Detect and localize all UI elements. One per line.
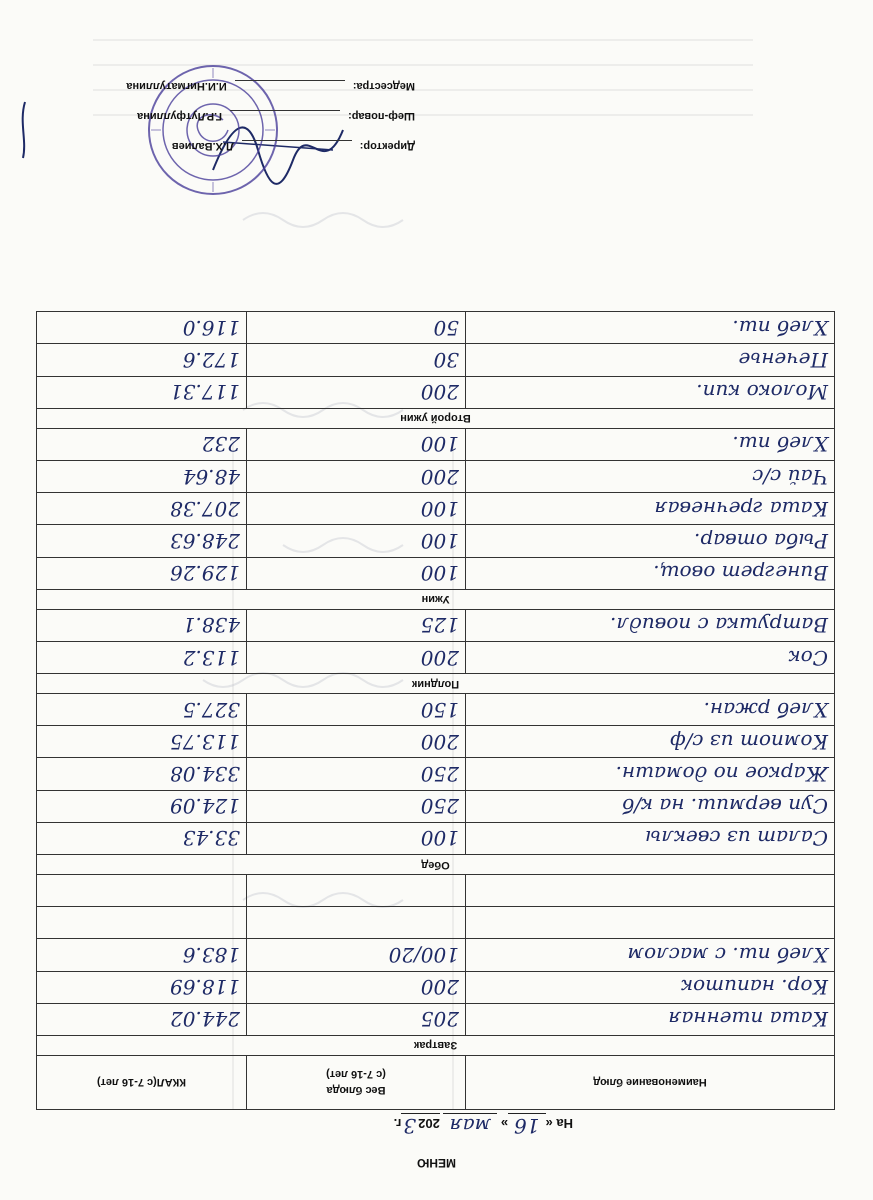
table-row xyxy=(37,907,835,939)
table-row xyxy=(37,875,835,907)
director-label: Директор: xyxy=(359,140,415,152)
section-title: Ужин xyxy=(37,589,835,609)
dish-name-cell: Молоко кип. xyxy=(466,376,835,408)
dish-name-cell xyxy=(466,907,835,939)
dish-kcal-cell: 327.5 xyxy=(37,694,247,726)
date-month: мая xyxy=(443,1113,497,1138)
dish-weight-cell: 150 xyxy=(247,694,466,726)
dish-weight-cell: 100 xyxy=(247,822,466,854)
dish-kcal-cell: 244.02 xyxy=(37,1003,247,1035)
dish-name-cell: Хлеб ржан. xyxy=(466,694,835,726)
dish-name-cell: Ватрушка с повидл. xyxy=(466,609,835,641)
dish-kcal-cell: 334.08 xyxy=(37,758,247,790)
header-weight xyxy=(247,1056,466,1110)
dish-weight-cell: 200 xyxy=(247,376,466,408)
header-name: Наименование блюд xyxy=(466,1056,835,1110)
dish-kcal-cell: 232 xyxy=(37,428,247,460)
dish-name-cell: Каша гречневая xyxy=(466,493,835,525)
dish-weight-cell xyxy=(247,907,466,939)
dish-weight-cell: 100 xyxy=(247,557,466,589)
dish-kcal-cell: 33.43 xyxy=(37,822,247,854)
director-name: Л.Х.Валиев xyxy=(171,140,234,152)
chef-name: Г.Р.Лутфуллина xyxy=(137,110,223,122)
dish-name-cell: Хлеб пш. xyxy=(466,312,835,344)
dish-name-cell: Печенье xyxy=(466,344,835,376)
margin-pen-mark xyxy=(13,100,33,160)
dish-weight-cell: 30 xyxy=(247,344,466,376)
dish-kcal-cell: 117.31 xyxy=(37,376,247,408)
table-row xyxy=(37,525,835,557)
dish-name-cell: Жаркое по домашн. xyxy=(466,758,835,790)
table-row xyxy=(37,312,835,344)
date-year-digit: 3 xyxy=(403,1114,417,1138)
table-row xyxy=(37,790,835,822)
dish-kcal-cell: 124.09 xyxy=(37,790,247,822)
table-row xyxy=(37,971,835,1003)
dish-kcal-cell: 207.38 xyxy=(37,493,247,525)
dish-name-cell xyxy=(466,875,835,907)
section-row xyxy=(37,855,835,875)
dish-kcal-cell: 113.2 xyxy=(37,641,247,673)
date-year xyxy=(401,1113,439,1138)
section-title: Полдник xyxy=(37,674,835,694)
dish-name-cell: Кор. напиток xyxy=(466,971,835,1003)
dish-name-cell: Рыба отвар. xyxy=(466,525,835,557)
dish-weight-cell xyxy=(247,875,466,907)
table-row xyxy=(37,428,835,460)
table-row xyxy=(37,1003,835,1035)
table-row xyxy=(37,758,835,790)
section-title: Завтрак xyxy=(37,1036,835,1056)
dish-kcal-cell: 438.1 xyxy=(37,609,247,641)
dish-weight-cell: 200 xyxy=(247,726,466,758)
section-title: Обед xyxy=(37,855,835,875)
dish-kcal-cell: 113.75 xyxy=(37,726,247,758)
table-row xyxy=(37,344,835,376)
table-row xyxy=(37,939,835,971)
table-row xyxy=(37,694,835,726)
dish-weight-cell: 200 xyxy=(247,971,466,1003)
dish-kcal-cell: 118.69 xyxy=(37,971,247,1003)
table-row xyxy=(37,493,835,525)
header-weight-sub: (с 7-16 лет) xyxy=(326,1068,386,1081)
dish-kcal-cell: 48.64 xyxy=(37,461,247,493)
header-kcal: ККАЛ(с 7-16 лет) xyxy=(37,1056,247,1110)
section-row xyxy=(37,674,835,694)
dish-weight-cell: 100 xyxy=(247,428,466,460)
dish-weight-cell: 250 xyxy=(247,758,466,790)
section-title: Второй ужин xyxy=(37,408,835,428)
dish-weight-cell: 125 xyxy=(247,609,466,641)
table-row xyxy=(37,609,835,641)
date-year-prefix: 202 xyxy=(418,1116,440,1131)
dish-kcal-cell xyxy=(37,875,247,907)
header-weight-label: Вес блюда xyxy=(326,1084,386,1097)
signature-chef xyxy=(137,110,415,122)
section-row xyxy=(37,589,835,609)
menu-date xyxy=(394,1113,573,1138)
date-prefix: На « xyxy=(545,1116,573,1131)
table-row xyxy=(37,557,835,589)
dish-name-cell: Чай с/с xyxy=(466,461,835,493)
dish-name-cell: Винегрет овощ. xyxy=(466,557,835,589)
dish-weight-cell: 200 xyxy=(247,461,466,493)
table-header-row xyxy=(37,1056,835,1110)
menu-title: МЕНЮ xyxy=(416,1156,457,1170)
dish-name-cell: Салат из свеклы xyxy=(466,822,835,854)
nurse-sign-line xyxy=(235,80,345,81)
date-suffix: г. xyxy=(393,1116,402,1131)
table-row xyxy=(37,461,835,493)
dish-weight-cell: 100 xyxy=(247,525,466,557)
dish-kcal-cell: 183.6 xyxy=(37,939,247,971)
dish-weight-cell: 250 xyxy=(247,790,466,822)
chef-label: Шеф-повар: xyxy=(348,110,415,122)
table-row xyxy=(37,376,835,408)
section-row xyxy=(37,408,835,428)
menu-table xyxy=(36,311,835,1110)
nurse-label: Медсестра: xyxy=(352,80,415,92)
dish-name-cell: Компот из с/ф xyxy=(466,726,835,758)
dish-name-cell: Сок xyxy=(466,641,835,673)
dish-weight-cell: 100 xyxy=(247,493,466,525)
dish-kcal-cell: 172.6 xyxy=(37,344,247,376)
chef-sign-line xyxy=(230,110,340,111)
date-mid: » xyxy=(500,1116,509,1131)
dish-weight-cell: 200 xyxy=(247,641,466,673)
section-row xyxy=(37,1036,835,1056)
table-row xyxy=(37,641,835,673)
dish-name-cell: Хлеб пш. с маслом xyxy=(466,939,835,971)
signature-nurse xyxy=(126,80,415,92)
dish-kcal-cell: 116.0 xyxy=(37,312,247,344)
dish-weight-cell: 50 xyxy=(247,312,466,344)
dish-kcal-cell xyxy=(37,907,247,939)
nurse-name: И.И.Нигматуллина xyxy=(126,80,227,92)
dish-name-cell: Каша пшенная xyxy=(466,1003,835,1035)
table-row xyxy=(37,726,835,758)
signature-director xyxy=(172,140,415,152)
dish-name-cell: Хлеб пш. xyxy=(466,428,835,460)
dish-kcal-cell: 248.63 xyxy=(37,525,247,557)
table-row xyxy=(37,822,835,854)
dish-weight-cell: 205 xyxy=(247,1003,466,1035)
date-day: 16 xyxy=(508,1113,545,1138)
dish-kcal-cell: 129.26 xyxy=(37,557,247,589)
dish-name-cell: Суп вермиш. на к/б xyxy=(466,790,835,822)
dish-weight-cell: 100/20 xyxy=(247,939,466,971)
director-sign-line xyxy=(242,140,352,141)
